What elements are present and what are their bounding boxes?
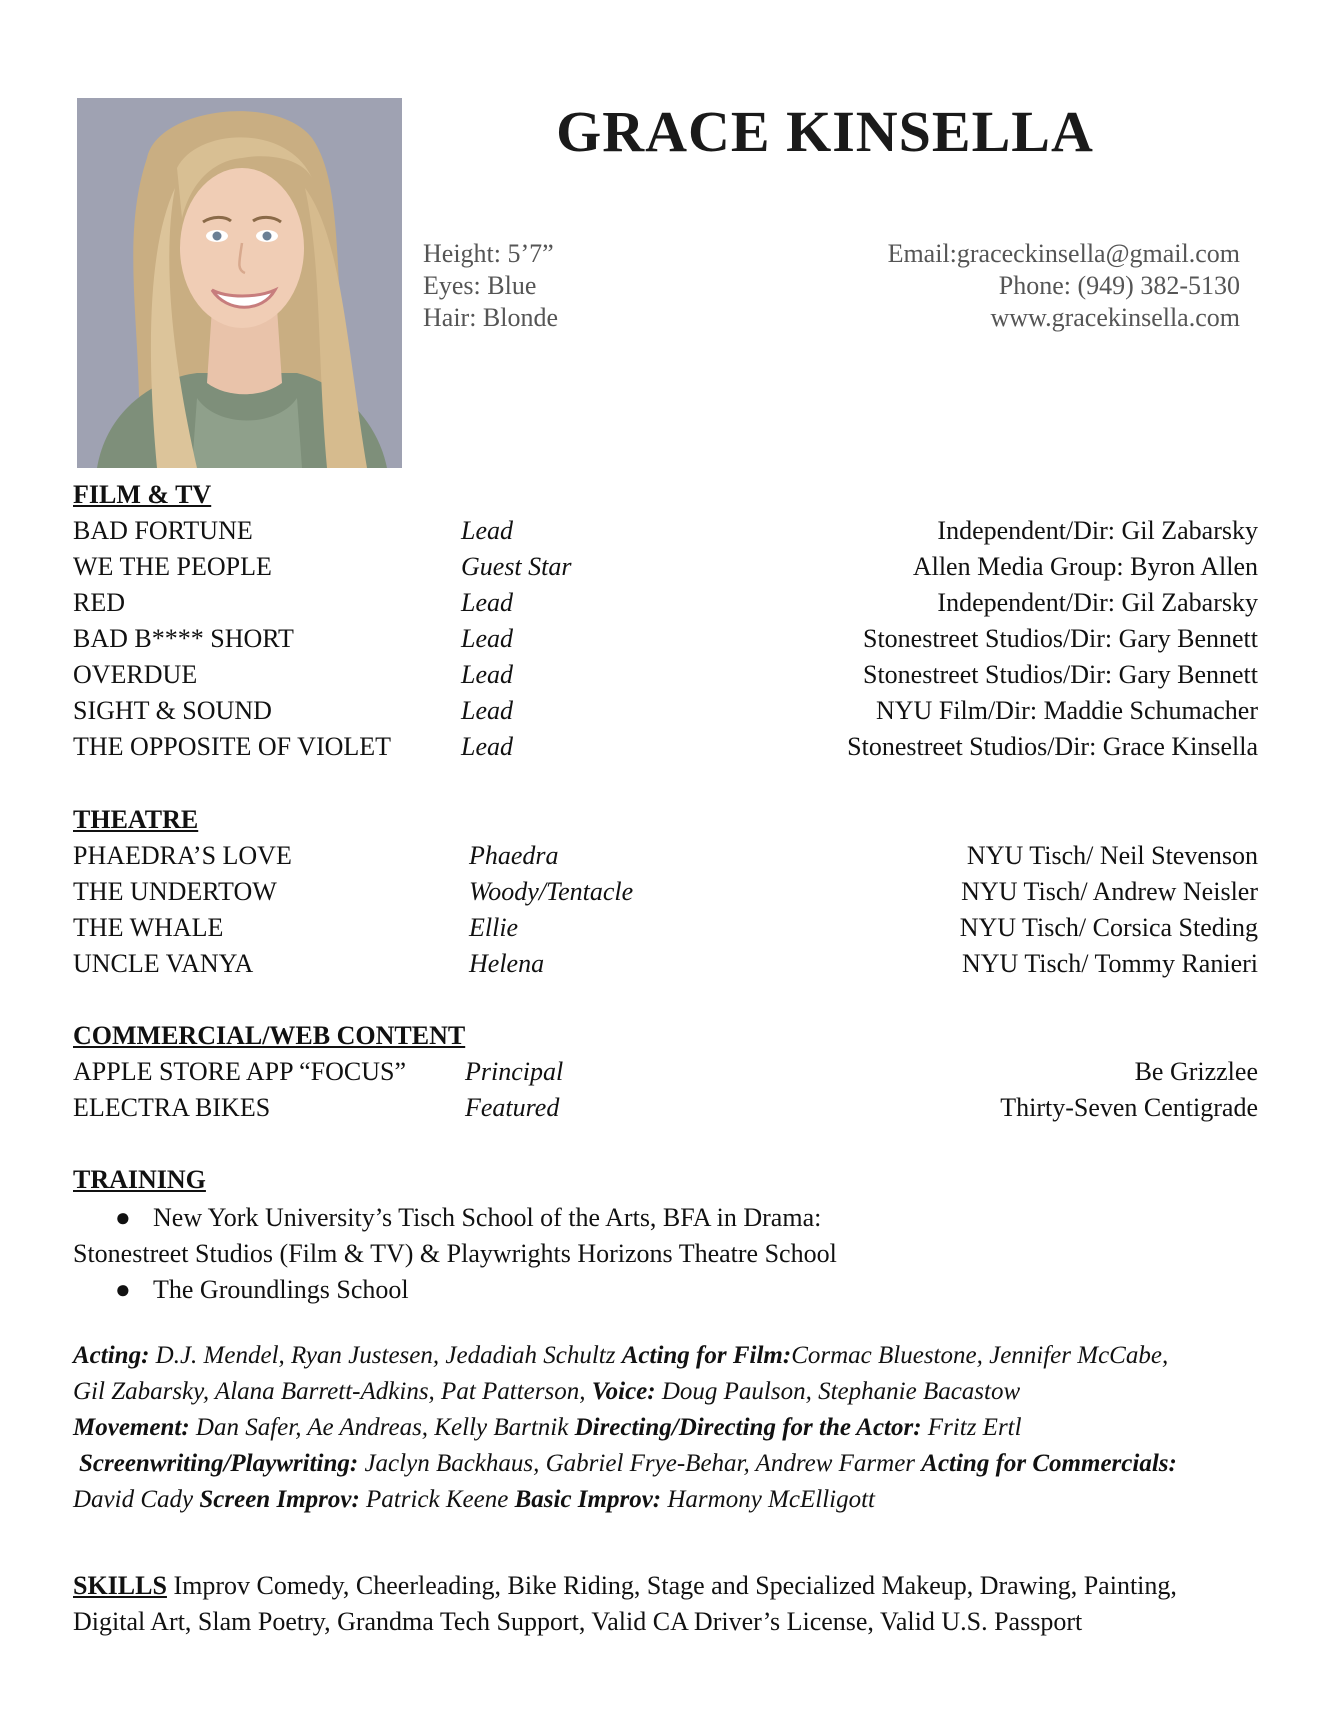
list-item bbox=[73, 1272, 1258, 1308]
credit-role: Lead bbox=[461, 588, 513, 617]
table-row bbox=[73, 877, 1258, 913]
teacher-category: Screenwriting/Playwriting: bbox=[79, 1450, 359, 1477]
table-row bbox=[73, 841, 1258, 877]
teacher-category: Voice: bbox=[591, 1378, 656, 1405]
skills-line: Digital Art, Slam Poetry, Grandma Tech Support, Valid CA Driver’s License, Valid U.S. Passport bbox=[73, 1607, 1083, 1636]
credit-title: BAD B**** SHORT bbox=[73, 624, 294, 653]
table-row bbox=[73, 624, 1258, 660]
teacher-names: Patrick Keene bbox=[359, 1486, 515, 1513]
credit-company: NYU Film/Dir: Maddie Schumacher bbox=[876, 696, 1258, 725]
teachers-line bbox=[73, 1338, 1273, 1374]
credit-role: Lead bbox=[461, 660, 513, 689]
credit-company: Stonestreet Studios/Dir: Gary Bennett bbox=[862, 660, 1258, 689]
list-item bbox=[73, 1200, 1258, 1236]
skills-text: Improv Comedy, Cheerleading, Bike Riding, Stage and Specialized Makeup, Drawing, Painting, bbox=[166, 1571, 1177, 1600]
teachers-line bbox=[73, 1446, 1273, 1482]
credit-title: THE UNDERTOW bbox=[73, 877, 277, 906]
credit-role: Featured bbox=[465, 1093, 560, 1122]
table-row bbox=[73, 1093, 1258, 1129]
table-row bbox=[73, 588, 1258, 624]
credit-company: NYU Tisch/ Neil Stevenson bbox=[966, 841, 1258, 870]
credit-title: RED bbox=[73, 588, 125, 617]
hair-text: Hair: Blonde bbox=[423, 303, 559, 332]
teachers-line bbox=[73, 1410, 1273, 1446]
teachers-line bbox=[73, 1374, 1273, 1410]
credit-company: Thirty-Seven Centigrade bbox=[1000, 1093, 1258, 1122]
section-title-film-tv: FILM & TV bbox=[73, 480, 212, 509]
credit-role: Helena bbox=[469, 949, 545, 978]
teacher-names: David Cady bbox=[73, 1486, 200, 1513]
teachers-line bbox=[73, 1482, 1273, 1518]
theatre-credits bbox=[73, 841, 1258, 985]
credit-company: Independent/Dir: Gil Zabarsky bbox=[937, 588, 1258, 617]
table-row bbox=[73, 949, 1258, 985]
credit-title: WE THE PEOPLE bbox=[73, 552, 272, 581]
table-row bbox=[73, 1057, 1258, 1093]
table-row bbox=[73, 552, 1258, 588]
credit-company: Independent/Dir: Gil Zabarsky bbox=[937, 516, 1258, 545]
physical-stats bbox=[423, 238, 558, 334]
credit-title: ELECTRA BIKES bbox=[73, 1093, 271, 1122]
credit-title: PHAEDRA’S LOVE bbox=[73, 841, 292, 870]
teacher-names: Doug Paulson, Stephanie Bacastow bbox=[655, 1378, 1021, 1405]
credit-role: Woody/Tentacle bbox=[469, 877, 634, 906]
teachers-block bbox=[73, 1338, 1273, 1518]
table-row bbox=[73, 913, 1258, 949]
teacher-names: Jaclyn Backhaus, Gabriel Frye-Behar, Andrew Farmer bbox=[358, 1450, 922, 1477]
teacher-category: Directing/Directing for the Actor: bbox=[574, 1414, 922, 1441]
teacher-names: Fritz Ertl bbox=[921, 1414, 1022, 1441]
email-text: Email:graceckinsella@gmail.com bbox=[887, 239, 1240, 268]
credit-title: UNCLE VANYA bbox=[73, 949, 254, 978]
section-title-commercial: COMMERCIAL/WEB CONTENT bbox=[73, 1021, 466, 1050]
credit-role: Principal bbox=[465, 1057, 564, 1086]
credit-title: BAD FORTUNE bbox=[73, 516, 253, 545]
section-title-theatre: THEATRE bbox=[73, 805, 199, 834]
credit-title: THE OPPOSITE OF VIOLET bbox=[73, 732, 392, 761]
headshot-illustration bbox=[77, 98, 402, 468]
height-text: Height: 5’7” bbox=[423, 239, 554, 268]
credit-company: Be Grizzlee bbox=[1134, 1057, 1258, 1086]
teacher-category: Acting: bbox=[73, 1342, 150, 1369]
training-list bbox=[73, 1200, 1258, 1308]
eyes-text: Eyes: Blue bbox=[423, 271, 537, 300]
credit-role: Lead bbox=[461, 732, 513, 761]
teacher-category: Acting for Film: bbox=[621, 1342, 792, 1369]
headshot-photo bbox=[77, 98, 402, 468]
credit-company: Allen Media Group: Byron Allen bbox=[912, 552, 1258, 581]
skills-line bbox=[73, 1568, 1273, 1604]
teacher-names: Harmony McElligott bbox=[661, 1486, 875, 1513]
credit-role: Ellie bbox=[469, 913, 519, 942]
credit-company: NYU Tisch/ Corsica Steding bbox=[959, 913, 1258, 942]
credit-role: Phaedra bbox=[469, 841, 559, 870]
credit-role: Lead bbox=[461, 516, 513, 545]
credit-title: SIGHT & SOUND bbox=[73, 696, 272, 725]
training-item-text: The Groundlings School bbox=[153, 1275, 409, 1304]
credit-role: Lead bbox=[461, 624, 513, 653]
credit-company: Stonestreet Studios/Dir: Gary Bennett bbox=[862, 624, 1258, 653]
credit-role: Guest Star bbox=[461, 552, 572, 581]
section-title-training: TRAINING bbox=[73, 1165, 206, 1194]
section-title-skills: SKILLS bbox=[73, 1571, 167, 1600]
page-title: GRACE KINSELLA bbox=[556, 99, 1094, 164]
credit-title: THE WHALE bbox=[73, 913, 224, 942]
teacher-names: Gil Zabarsky, Alana Barrett-Adkins, Pat Patterson, bbox=[73, 1378, 592, 1405]
teacher-category: Acting for Commercials: bbox=[921, 1450, 1177, 1477]
credit-role: Lead bbox=[461, 696, 513, 725]
credit-company: NYU Tisch/ Tommy Ranieri bbox=[961, 949, 1258, 978]
credit-company: Stonestreet Studios/Dir: Grace Kinsella bbox=[847, 732, 1258, 761]
credit-title: OVERDUE bbox=[73, 660, 198, 689]
table-row bbox=[73, 696, 1258, 732]
skills-block bbox=[73, 1568, 1273, 1640]
teacher-names: Dan Safer, Ae Andreas, Kelly Bartnik bbox=[189, 1414, 575, 1441]
credit-company: NYU Tisch/ Andrew Neisler bbox=[961, 877, 1258, 906]
contact-info bbox=[800, 238, 1240, 334]
film-tv-credits bbox=[73, 516, 1258, 768]
commercial-credits bbox=[73, 1057, 1258, 1129]
teacher-names: Cormac Bluestone, Jennifer McCabe, bbox=[791, 1342, 1169, 1369]
table-row bbox=[73, 516, 1258, 552]
bullet-icon: ● bbox=[115, 1203, 131, 1232]
credit-title: APPLE STORE APP “FOCUS” bbox=[73, 1057, 407, 1086]
table-row bbox=[73, 732, 1258, 768]
training-item-continuation: Stonestreet Studios (Film & TV) & Playwrights Horizons Theatre School bbox=[73, 1239, 837, 1268]
website-text: www.gracekinsella.com bbox=[990, 303, 1240, 332]
table-row bbox=[73, 660, 1258, 696]
bullet-icon: ● bbox=[115, 1275, 131, 1304]
phone-text: Phone: (949) 382-5130 bbox=[998, 271, 1240, 300]
teacher-category: Basic Improv: bbox=[514, 1486, 662, 1513]
teacher-names: D.J. Mendel, Ryan Justesen, Jedadiah Schultz bbox=[149, 1342, 622, 1369]
teacher-category: Movement: bbox=[73, 1414, 190, 1441]
teacher-category: Screen Improv: bbox=[199, 1486, 360, 1513]
training-item-text: New York University’s Tisch School of the Arts, BFA in Drama: bbox=[153, 1203, 822, 1232]
